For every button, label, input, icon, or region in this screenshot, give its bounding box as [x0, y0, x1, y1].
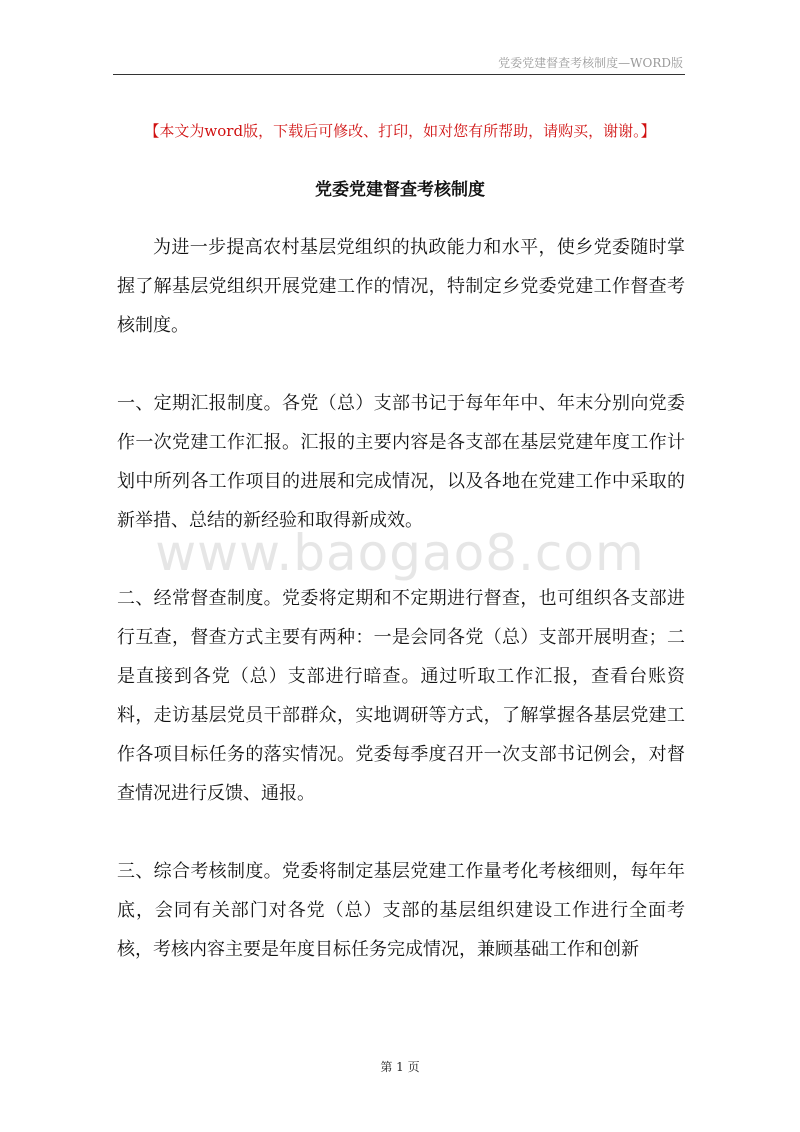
- section-paragraph-3: 三、综合考核制度。党委将制定基层党建工作量考化考核细则，每年年底，会同有关部门对各党（总）支部的基层组织建设工作进行全面考核，考核内容主要是年度目标任务完成情况，兼顾基础工作和创新: [117, 861, 685, 960]
- document-title: 党委党建督查考核制度: [315, 180, 485, 200]
- watermark: www.baogao8.com: [155, 524, 645, 582]
- page-number: 第 1 页: [380, 1060, 420, 1074]
- header-divider: [113, 74, 685, 75]
- document-body: [117, 228, 685, 969]
- running-header: 党委党建督查考核制度—WORD版: [498, 56, 683, 70]
- download-notice: 【本文为word版，下载后可修改、打印，如对您有所帮助，请购买，谢谢。】: [144, 122, 656, 140]
- intro-paragraph: 为进一步提高农村基层党组织的执政能力和水平，使乡党委随时掌握了解基层党组织开展党建工作的情况，特制定乡党委党建工作督查考核制度。: [117, 237, 685, 336]
- section-paragraph-1: 一、定期汇报制度。各党（总）支部书记于每年年中、年末分别向党委作一次党建工作汇报。汇报的主要内容是各支部在基层党建年度工作计划中所列各工作项目的进展和完成情况，以及各地在党建工作中采取的新举措、总结的新经验和取得新成效。: [117, 393, 685, 531]
- section-paragraph-2: 二、经常督查制度。党委将定期和不定期进行督查，也可组织各支部进行互查，督查方式主要有两种：一是会同各党（总）支部开展明查；二是直接到各党（总）支部进行暗查。通过听取工作汇报，查看台账资料，走访基层党员干部群众，实地调研等方式，了解掌握各基层党建工作各项目标任务的落实情况。党委每季度召开一次支部书记例会，对督查情况进行反馈、通报。: [117, 588, 685, 804]
